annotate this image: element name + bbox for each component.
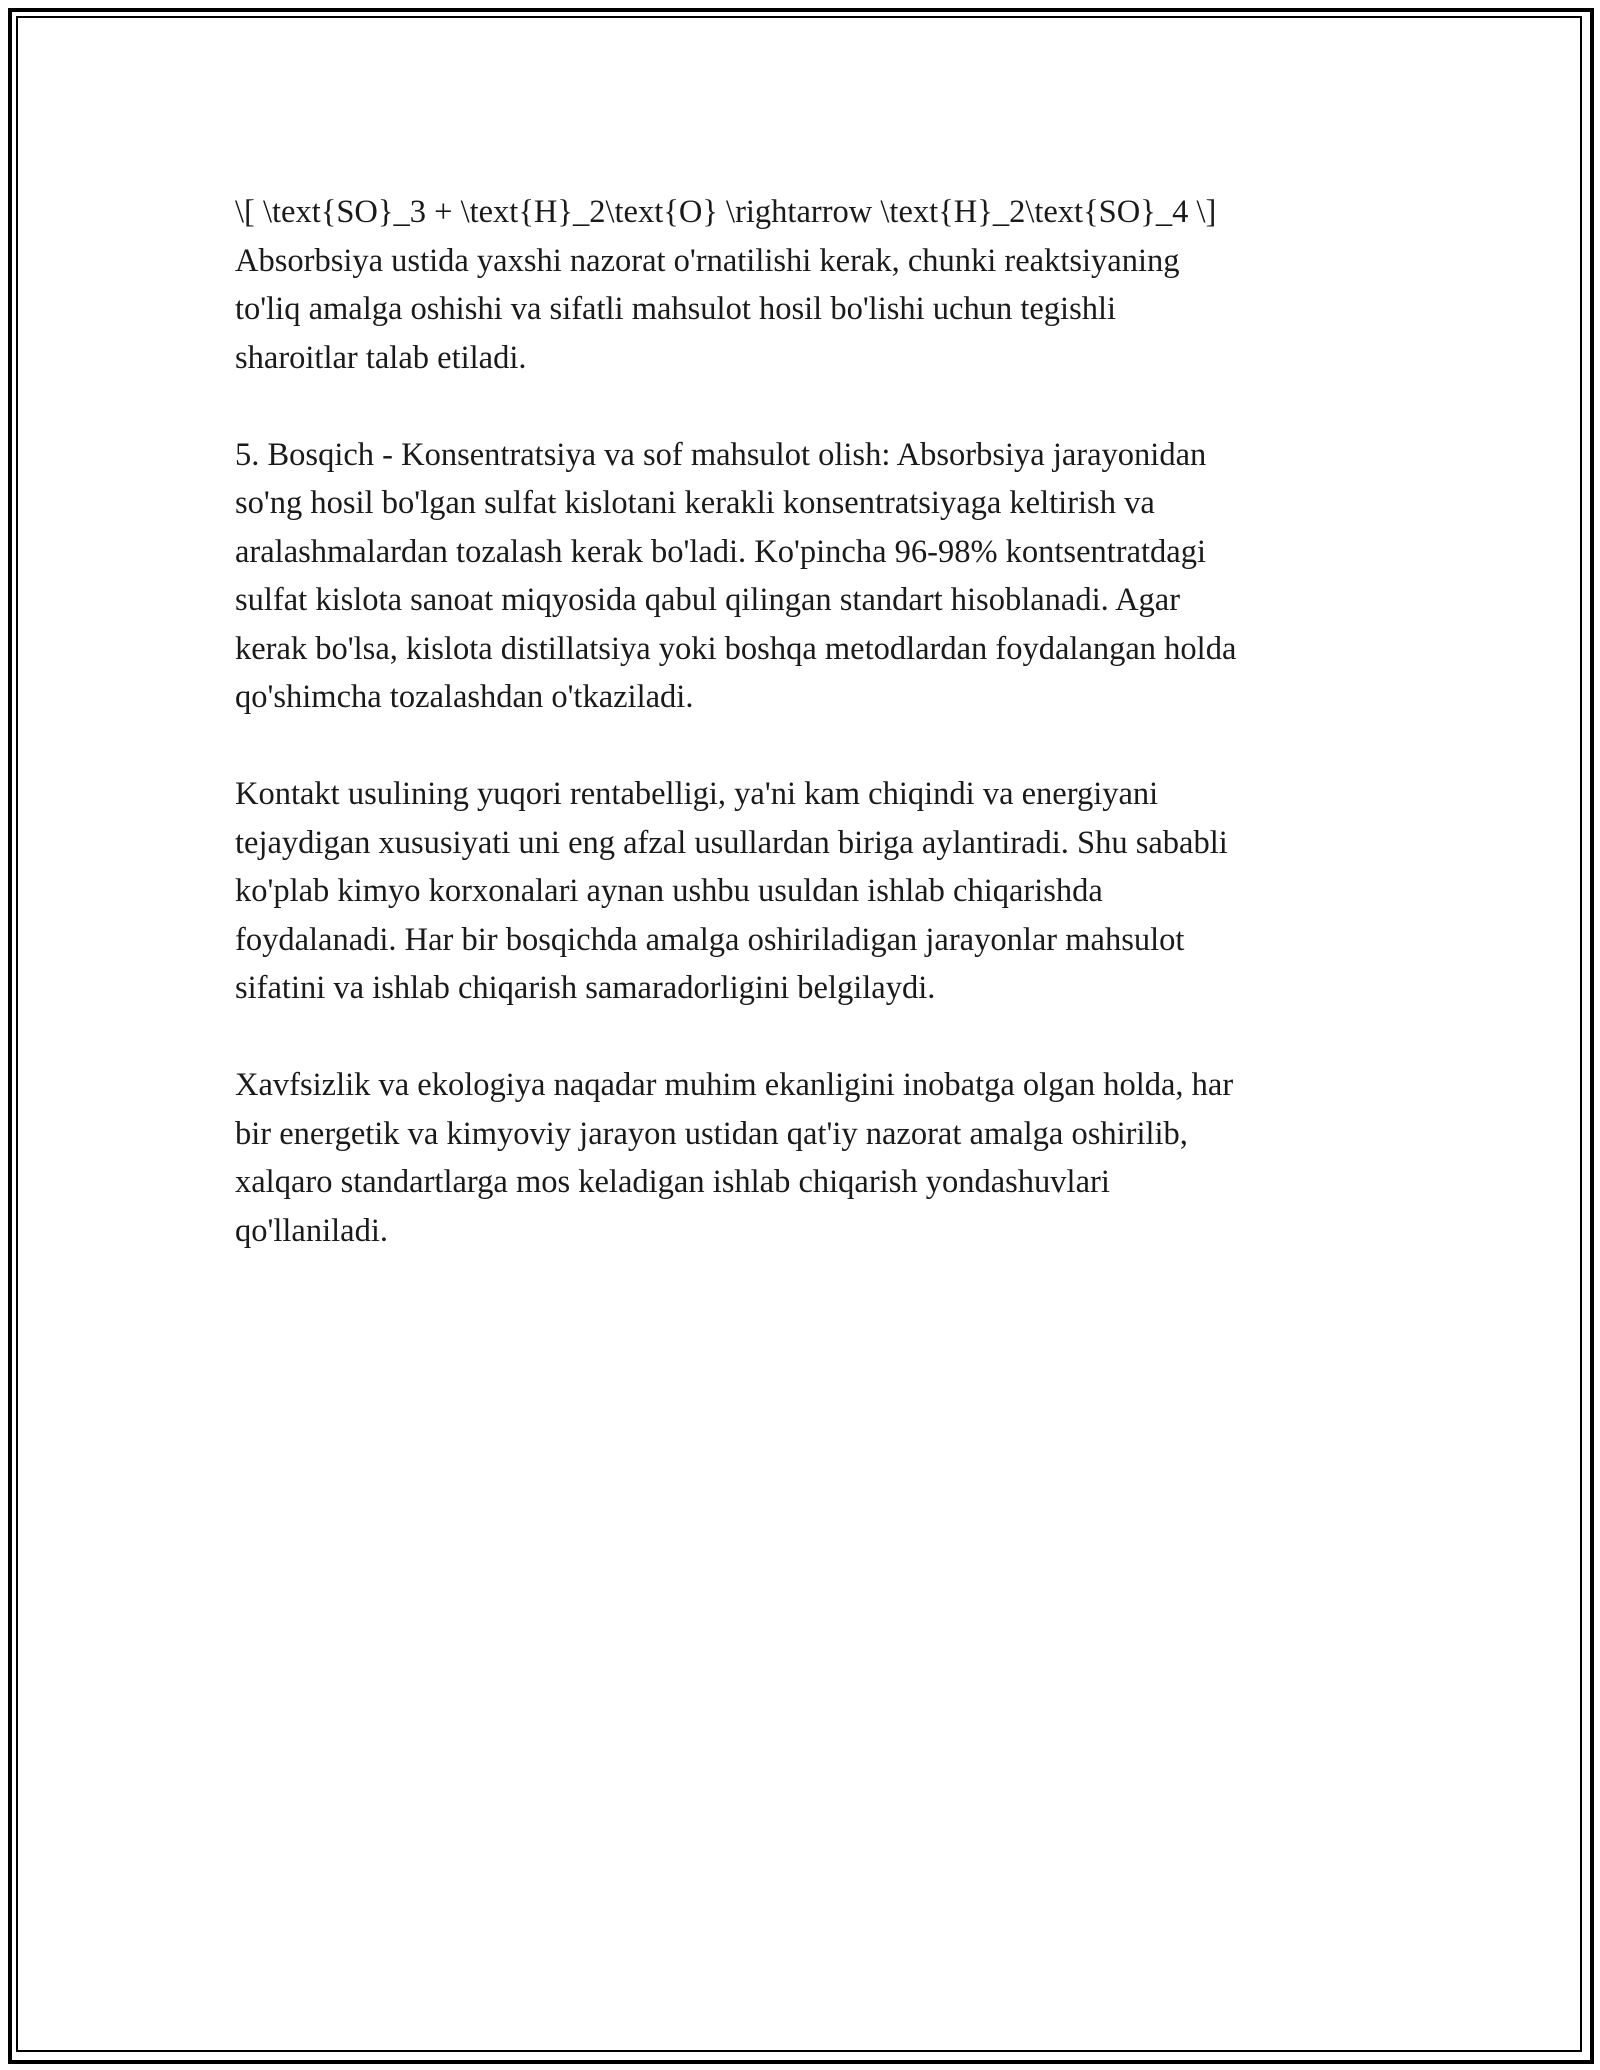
paragraph-absorption: \[ \text{SO}_3 + \text{H}_2\text{O} \rightarrow \text{H}_2\text{SO}_4 \] Absorbsiya ustida yaxshi nazorat o'rnatilishi kerak, chunki reaktsiyaning to'liq amalga oshishi va sifatli mahsulot hosil bo'lishi uchun tegishli sharoitlar talab etiladi.	[235, 194, 1217, 376]
paragraph-safety: Xavfsizlik va ekologiya naqadar muhim ekanligini inobatga olgan holda, har bir energetik va kimyoviy jarayon ustidan qat'iy nazorat amalga oshirilib, xalqaro standartlarga mos keladigan ishlab chiqarish yondashuvlari qo'llaniladi.	[235, 1067, 1234, 1249]
document-body	[235, 188, 1385, 1304]
paragraph-stage-5: 5. Bosqich - Konsentratsiya va sof mahsulot olish: Absorbsiya jarayonidan so'ng hosil bo'lgan sulfat kislotani kerakli konsentratsiyaga keltirish va aralashmalardan tozalash kerak bo'ladi. Ko'pincha 96-98% kontsentratdagi sulfat kislota sanoat miqyosida qabul qilingan standart hisoblanadi. Agar kerak bo'lsa, kislota distillatsiya yoki boshqa metodlardan foydalangan holda qo'shimcha tozalashdan o'tkaziladi.	[235, 436, 1237, 715]
paragraph-contact-method: Kontakt usulining yuqori rentabelligi, ya'ni kam chiqindi va energiyani tejaydigan xususiyati uni eng afzal usullardan biriga aylantiradi. Shu sababli ko'plab kimyo korxonalari aynan ushbu usuldan ishlab chiqarishda foydalanadi. Har bir bosqichda amalga oshiriladigan jarayonlar mahsulot sifatini va ishlab chiqarish samaradorligini belgilaydi.	[235, 776, 1228, 1006]
